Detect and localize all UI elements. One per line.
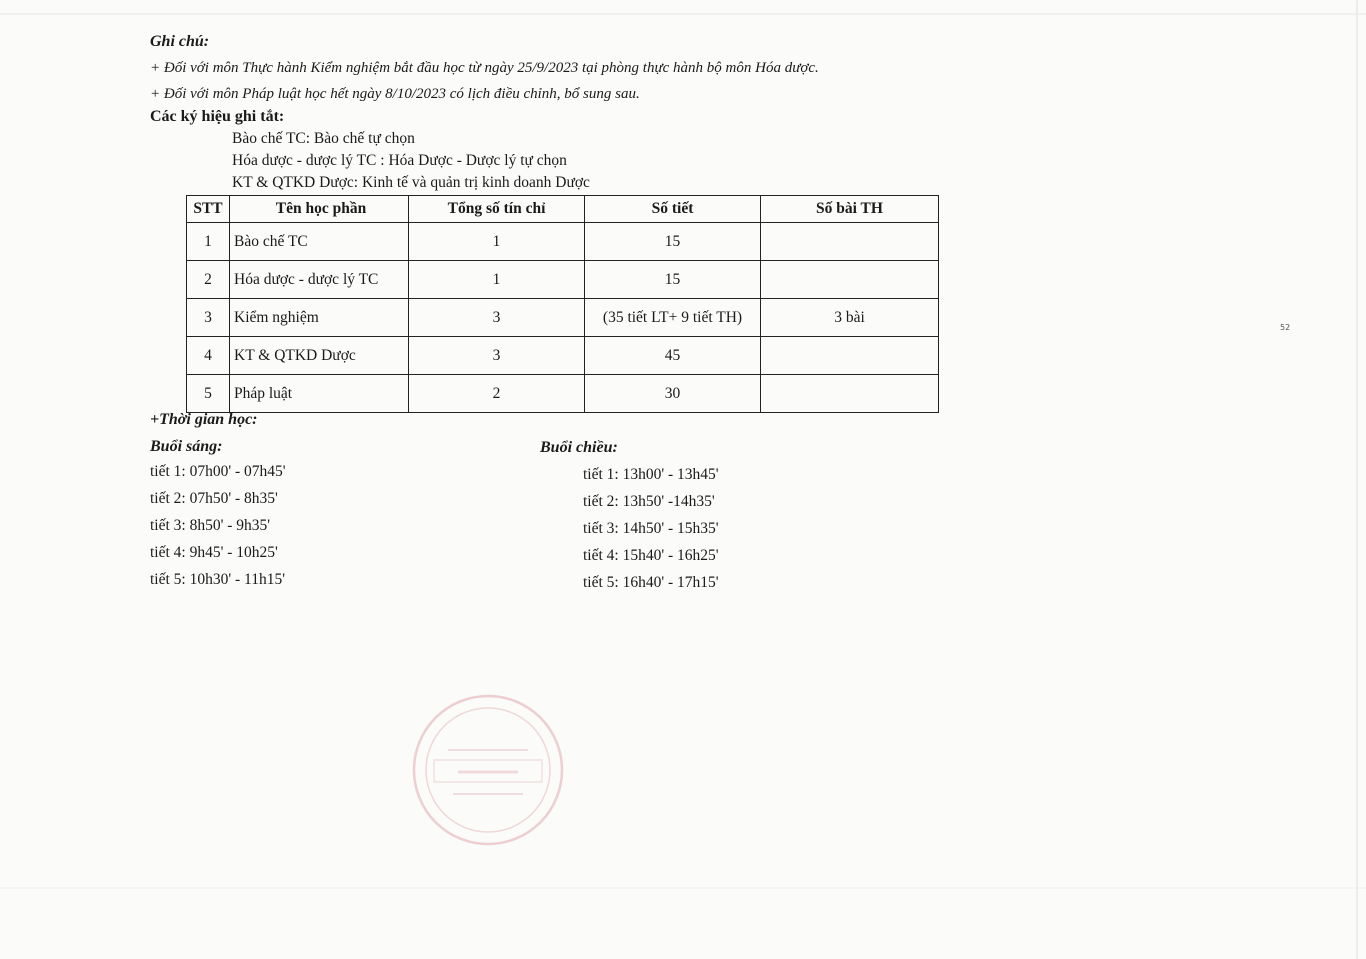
note-item-1: + Đối với môn Thực hành Kiểm nghiệm bắt đầu học từ ngày 25/9/2023 tại phòng thực hành bộ môn Hóa dược. — [150, 60, 819, 76]
table-row — [187, 375, 939, 413]
afternoon-title: Buổi chiều: — [540, 439, 618, 456]
cell-credits: 3 — [409, 337, 585, 375]
cell-stt: 1 — [187, 223, 230, 261]
cell-lab-count — [761, 375, 939, 413]
abbreviation-item-1: Bào chế TC: Bào chế tự chọn — [232, 130, 415, 147]
afternoon-period-3: tiết 3: 14h50' - 15h35' — [583, 520, 719, 537]
afternoon-period-4: tiết 4: 15h40' - 16h25' — [583, 547, 719, 564]
header-credits: Tổng số tín chỉ — [409, 196, 585, 223]
table-row — [187, 337, 939, 375]
table-row — [187, 299, 939, 337]
cell-credits: 3 — [409, 299, 585, 337]
cell-periods: 15 — [585, 223, 761, 261]
morning-period-4: tiết 4: 9h45' - 10h25' — [150, 544, 278, 561]
course-table — [186, 195, 939, 413]
cell-course-name: Kiểm nghiệm — [230, 299, 409, 337]
abbreviations-title: Các ký hiệu ghi tắt: — [150, 108, 285, 125]
morning-period-3: tiết 3: 8h50' - 9h35' — [150, 517, 271, 534]
cell-course-name: Hóa dược - dược lý TC — [230, 261, 409, 299]
header-lab-count: Số bài TH — [761, 196, 939, 223]
page-number: 52 — [1280, 323, 1291, 332]
cell-stt: 3 — [187, 299, 230, 337]
cell-stt: 5 — [187, 375, 230, 413]
header-periods: Số tiết — [585, 196, 761, 223]
cell-lab-count: 3 bài — [761, 299, 939, 337]
table-header-row — [187, 196, 939, 223]
cell-periods: 30 — [585, 375, 761, 413]
abbreviation-item-2: Hóa dược - dược lý TC : Hóa Dược - Dược lý tự chọn — [232, 152, 567, 169]
morning-period-1: tiết 1: 07h00' - 07h45' — [150, 463, 286, 480]
cell-stt: 4 — [187, 337, 230, 375]
cell-course-name: Pháp luật — [230, 375, 409, 413]
morning-title: Buổi sáng: — [150, 438, 223, 455]
cell-course-name: Bào chế TC — [230, 223, 409, 261]
schedule-title: +Thời gian học: — [150, 411, 258, 428]
cell-lab-count — [761, 337, 939, 375]
cell-periods: 15 — [585, 261, 761, 299]
cell-periods: 45 — [585, 337, 761, 375]
afternoon-period-2: tiết 2: 13h50' -14h35' — [583, 493, 715, 510]
cell-lab-count — [761, 261, 939, 299]
morning-period-2: tiết 2: 07h50' - 8h35' — [150, 490, 278, 507]
official-stamp-seal — [408, 690, 568, 850]
cell-lab-count — [761, 223, 939, 261]
cell-credits: 2 — [409, 375, 585, 413]
cell-course-name: KT & QTKD Dược — [230, 337, 409, 375]
afternoon-period-5: tiết 5: 16h40' - 17h15' — [583, 574, 719, 591]
note-item-2: + Đối với môn Pháp luật học hết ngày 8/10/2023 có lịch điều chỉnh, bổ sung sau. — [150, 86, 640, 102]
table-row — [187, 223, 939, 261]
header-course-name: Tên học phần — [230, 196, 409, 223]
notes-title: Ghi chú: — [150, 33, 210, 50]
afternoon-period-1: tiết 1: 13h00' - 13h45' — [583, 466, 719, 483]
cell-stt: 2 — [187, 261, 230, 299]
header-stt: STT — [187, 196, 230, 223]
cell-credits: 1 — [409, 223, 585, 261]
cell-credits: 1 — [409, 261, 585, 299]
morning-period-5: tiết 5: 10h30' - 11h15' — [150, 571, 286, 588]
table-row — [187, 261, 939, 299]
cell-periods: (35 tiết LT+ 9 tiết TH) — [585, 299, 761, 337]
abbreviation-item-3: KT & QTKD Dược: Kinh tế và quản trị kinh doanh Dược — [232, 174, 590, 191]
